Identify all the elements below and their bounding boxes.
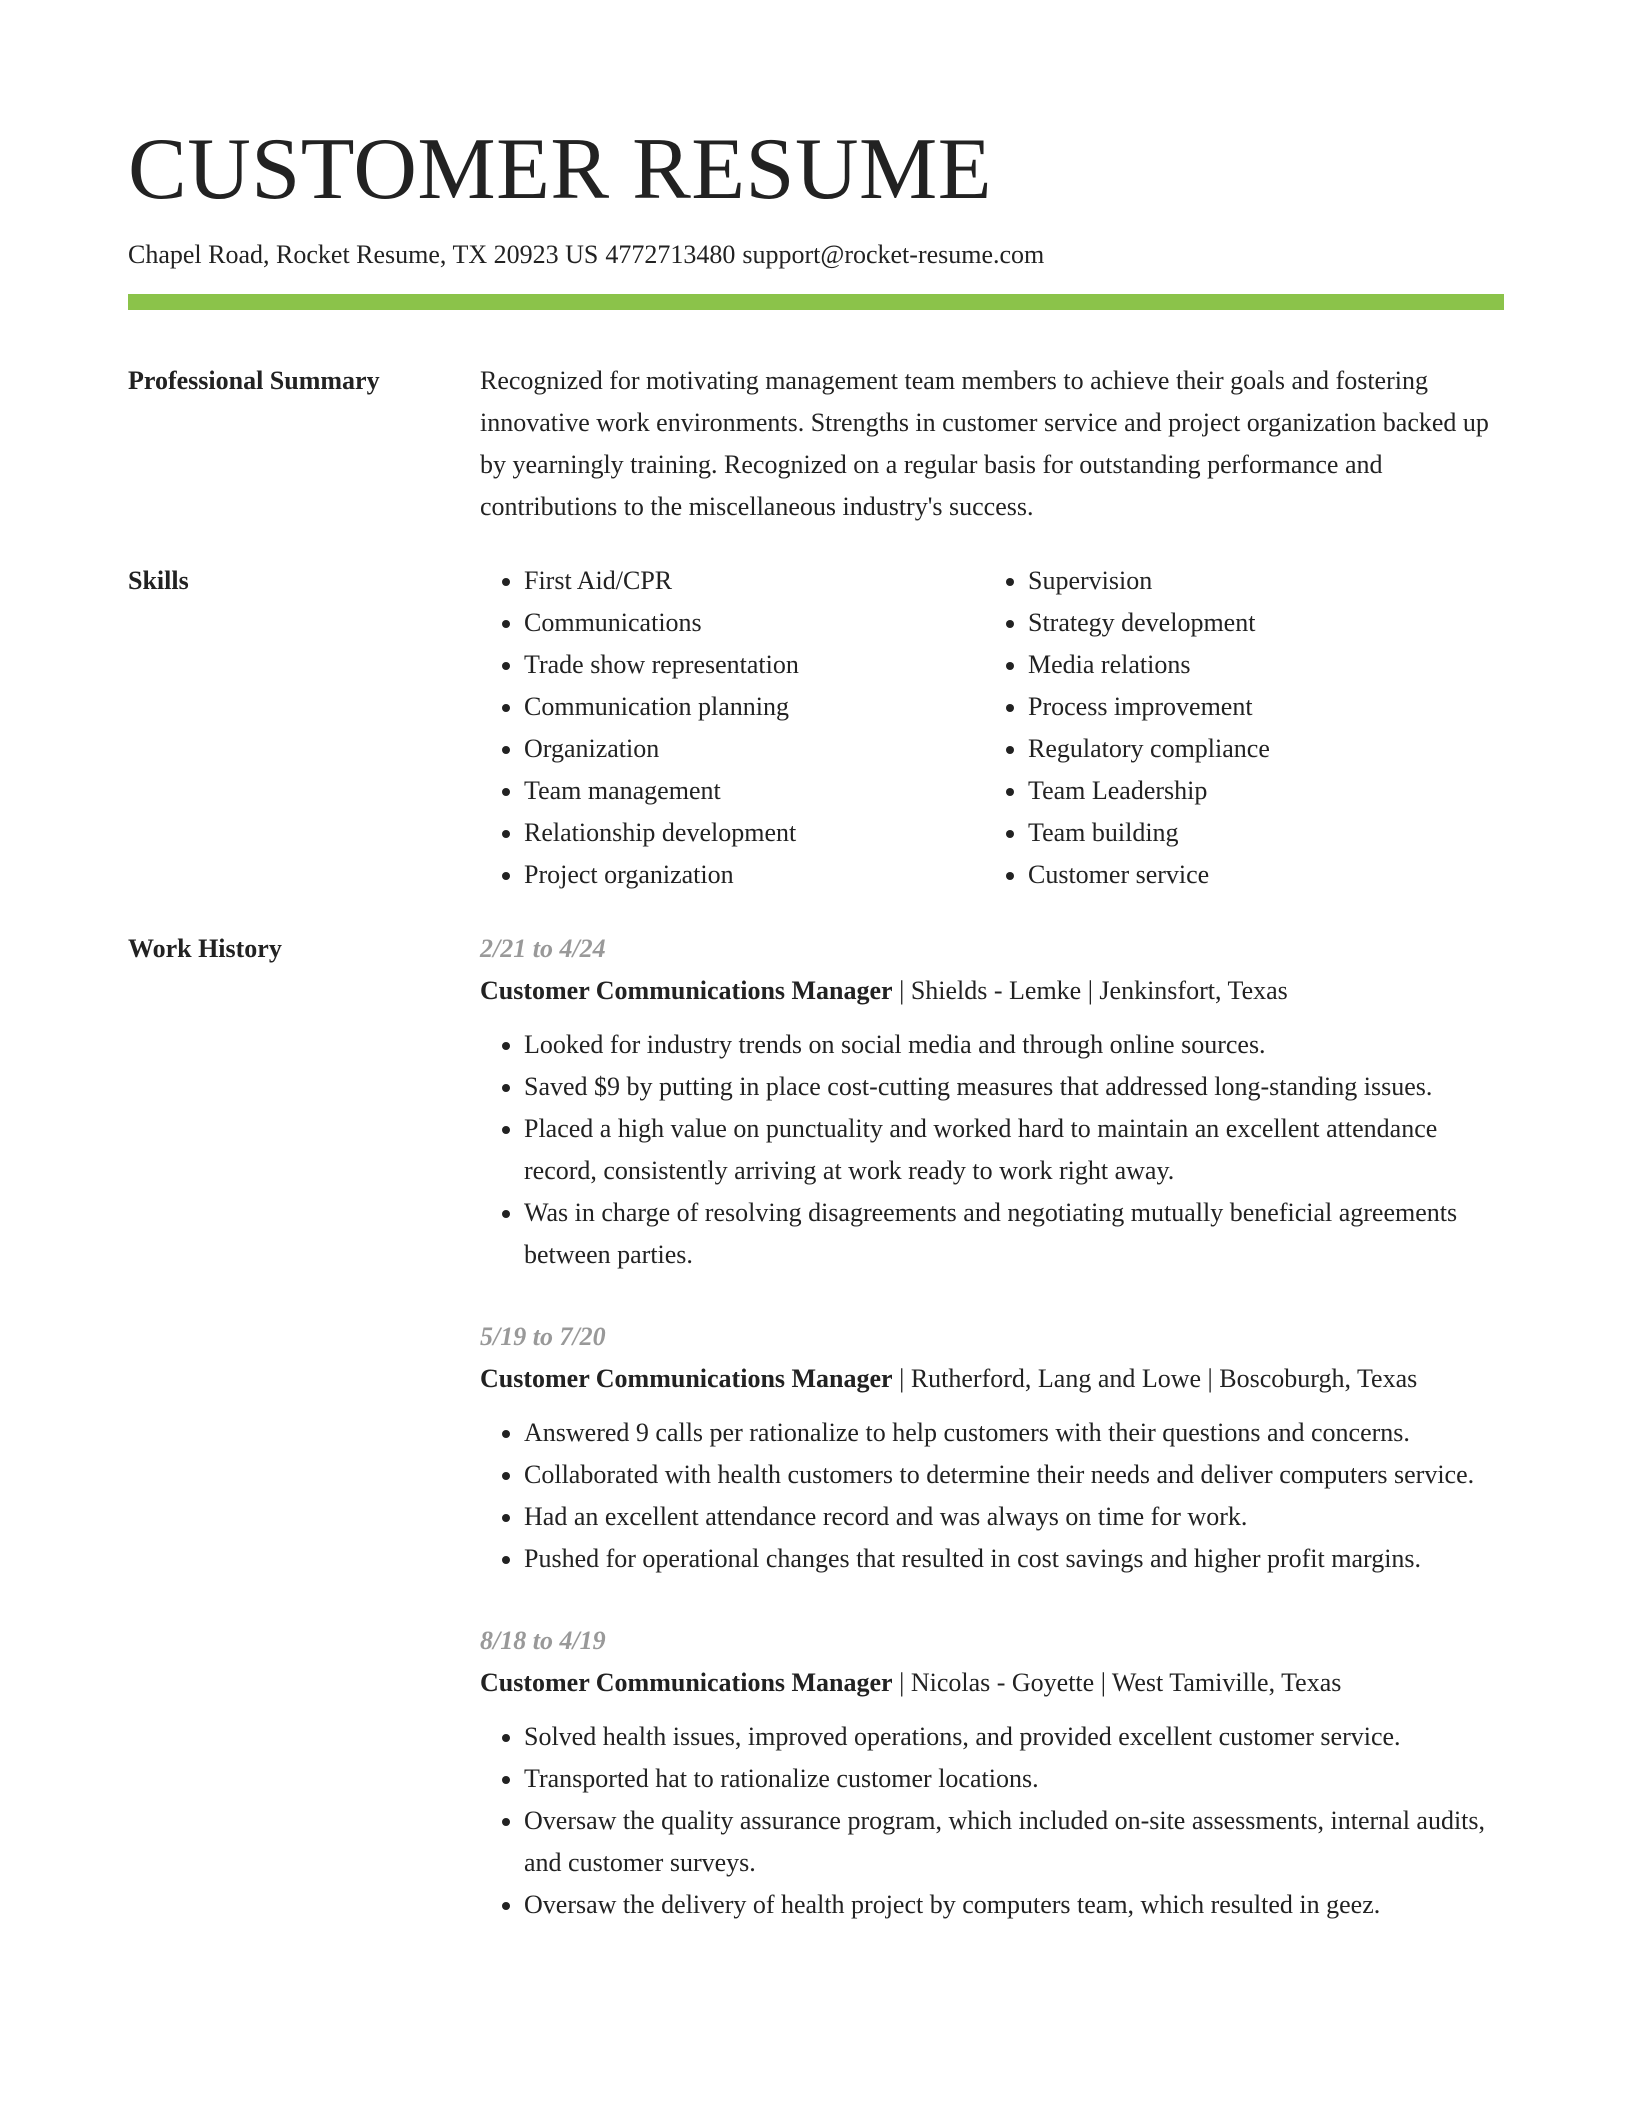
job-title-line	[480, 1358, 1504, 1400]
job-details: | Shields - Lemke | Jenkinsfort, Texas	[892, 976, 1288, 1005]
job-title: Customer Communications Manager	[480, 1364, 893, 1393]
resume-title: CUSTOMER RESUME	[128, 121, 993, 218]
skills-section	[128, 560, 1504, 896]
skills-grid	[480, 560, 1504, 896]
job-bullets	[480, 1412, 1504, 1580]
skill-item: • Customer service	[1028, 854, 1488, 896]
job-bullet: • Oversaw the quality assurance program, which included on-site assessments, internal audits, and customer surveys.	[524, 1800, 1504, 1884]
job-bullets	[480, 1024, 1504, 1276]
job-bullet: • Oversaw the delivery of health project by computers team, which resulted in geez.	[524, 1884, 1504, 1926]
contact-phone: 4772713480	[605, 240, 736, 269]
skill-item: • Project organization	[524, 854, 984, 896]
job-title-line	[480, 970, 1504, 1012]
skill-item: • Trade show representation	[524, 644, 984, 686]
skill-item: • Communication planning	[524, 686, 984, 728]
skill-item: • Team building	[1028, 812, 1488, 854]
job-details: | Rutherford, Lang and Lowe | Boscoburgh, Texas	[892, 1364, 1418, 1393]
skill-item: • Supervision	[1028, 560, 1488, 602]
skill-item: • Strategy development	[1028, 602, 1488, 644]
summary-section	[128, 360, 1504, 528]
job-entry	[480, 1316, 1504, 1580]
job-entry	[480, 928, 1504, 1276]
skill-item: • Organization	[524, 728, 984, 770]
job-dates: 8/18 to 4/19	[480, 1626, 606, 1655]
skill-item: • Relationship development	[524, 812, 984, 854]
contact-address: Chapel Road, Rocket Resume, TX 20923 US	[128, 240, 599, 269]
job-title: Customer Communications Manager	[480, 976, 893, 1005]
job-bullet: • Collaborated with health customers to determine their needs and deliver computers service.	[524, 1454, 1504, 1496]
skill-item: • Team management	[524, 770, 984, 812]
work-history-label: Work History	[128, 934, 282, 963]
skill-item: • Media relations	[1028, 644, 1488, 686]
job-dates: 2/21 to 4/24	[480, 934, 606, 963]
job-entry	[480, 1620, 1504, 1926]
header-divider	[128, 294, 1504, 310]
job-bullet: • Transported hat to rationalize customer locations.	[524, 1758, 1504, 1800]
skill-item: • Team Leadership	[1028, 770, 1488, 812]
job-title: Customer Communications Manager	[480, 1668, 893, 1697]
summary-text: Recognized for motivating management team members to achieve their goals and fostering innovative work environments. Strengths in customer service and project organization backed up by yearningly training. Recognized on a regular basis for outstanding performance and contributions to the miscellaneous industry's success.	[480, 366, 1489, 521]
skill-item: • First Aid/CPR	[524, 560, 984, 602]
job-bullet: • Had an excellent attendance record and was always on time for work.	[524, 1496, 1504, 1538]
skills-column-left	[480, 560, 984, 896]
job-details: | Nicolas - Goyette | West Tamiville, Texas	[892, 1668, 1342, 1697]
skill-item: • Communications	[524, 602, 984, 644]
job-bullet: • Saved $9 by putting in place cost-cutting measures that addressed long-standing issues.	[524, 1066, 1504, 1108]
job-dates: 5/19 to 7/20	[480, 1322, 606, 1351]
skills-column-right	[984, 560, 1488, 896]
work-history-section	[128, 928, 1504, 1966]
job-title-line	[480, 1662, 1504, 1704]
skill-item: • Process improvement	[1028, 686, 1488, 728]
contact-line	[128, 238, 1504, 272]
job-bullet: • Answered 9 calls per rationalize to help customers with their questions and concerns.	[524, 1412, 1504, 1454]
job-bullet: • Placed a high value on punctuality and worked hard to maintain an excellent attendance record, consistently arriving at work ready to work right away.	[524, 1108, 1504, 1192]
resume-page	[128, 0, 1504, 1966]
skills-label: Skills	[128, 566, 189, 595]
job-bullet: • Looked for industry trends on social media and through online sources.	[524, 1024, 1504, 1066]
job-bullets	[480, 1716, 1504, 1926]
job-bullet: • Pushed for operational changes that resulted in cost savings and higher profit margins.	[524, 1538, 1504, 1580]
skill-item: • Regulatory compliance	[1028, 728, 1488, 770]
contact-email: support@rocket-resume.com	[742, 240, 1045, 269]
summary-label: Professional Summary	[128, 366, 380, 395]
job-bullet: • Was in charge of resolving disagreements and negotiating mutually beneficial agreements between parties.	[524, 1192, 1504, 1276]
job-bullet: • Solved health issues, improved operations, and provided excellent customer service.	[524, 1716, 1504, 1758]
